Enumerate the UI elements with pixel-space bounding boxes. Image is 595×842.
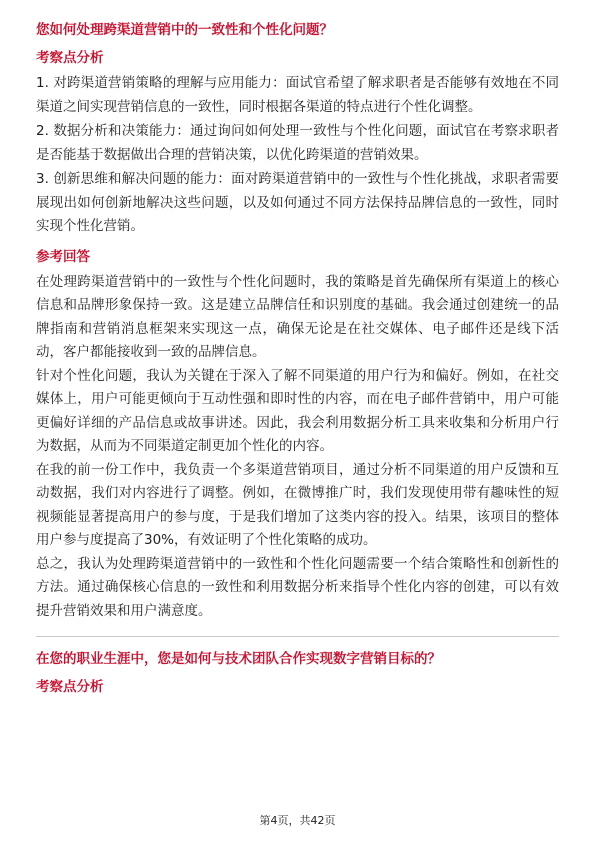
page-number-footer: 第4页，共42页 [259, 814, 336, 827]
question-2-title: 在您的职业生涯中，您是如何与技术团队合作实现数字营销目标的？ [36, 651, 441, 667]
document-page [36, 20, 559, 701]
question-1-answer-heading: 参考回答 [36, 248, 90, 265]
section-divider [36, 636, 559, 637]
question-1-analysis-heading: 考察点分析 [36, 50, 104, 66]
answer-paragraph: 针对个性化问题，我认为关键在于深入了解不同渠道的用户行为和偏好。例如，在社交媒体上，用户可能更倾向于互动性强和即时性的内容，而在电子邮件营销中，用户可能更偏好详细的产品信息或故事讲述。因此，我会利用数据分析工具来收集和分析用户行为数据，从而为不同渠道定制更加个性化的内容。 [36, 367, 559, 454]
question-2-analysis-heading: 考察点分析 [36, 679, 104, 695]
answer-paragraph: 在我的前一份工作中，我负责一个多渠道营销项目，通过分析不同渠道的用户反馈和互动数据，我们对内容进行了调整。例如，在微博推广时，我们发现使用带有趣味性的短视频能显著提高用户的参与度，于是我们增加了这类内容的投入。结果，该项目的整体用户参与度提高了30%，有效证明了个性化策略的成功。 [36, 461, 559, 548]
analysis-item: 3. 创新思维和解决问题的能力：面对跨渠道营销中的一致性与个性化挑战，求职者需要展现出如何创新地解决这些问题，以及如何通过不同方法保持品牌信息的一致性，同时实现个性化营销。 [36, 171, 559, 234]
question-1-analysis-list [36, 72, 559, 239]
question-1-title: 您如何处理跨渠道营销中的一致性和个性化问题？ [36, 22, 333, 38]
analysis-item: 1. 对跨渠道营销策略的理解与应用能力：面试官希望了解求职者是否能够有效地在不同渠道之间实现营销信息的一致性，同时根据各渠道的特点进行个性化调整。 [36, 75, 559, 115]
answer-paragraph: 总之，我认为处理跨渠道营销中的一致性和个性化问题需要一个结合策略性和创新性的方法。通过确保核心信息的一致性和利用数据分析来指导个性化内容的创建，可以有效提升营销效果和用户满意度。 [36, 555, 559, 619]
analysis-item: 2. 数据分析和决策能力：通过询问如何处理一致性与个性化问题，面试官在考察求职者是否能基于数据做出合理的营销决策，以优化跨渠道的营销效果。 [36, 123, 559, 163]
question-1-answer [36, 271, 559, 624]
answer-paragraph: 在处理跨渠道营销中的一致性与个性化问题时，我的策略是首先确保所有渠道上的核心信息和品牌形象保持一致。这是建立品牌信任和识别度的基础。我会通过创建统一的品牌指南和营销消息框架来实现这一点，确保无论是在社交媒体、电子邮件还是线下活动，客户都能接收到一致的品牌信息。 [36, 273, 559, 360]
